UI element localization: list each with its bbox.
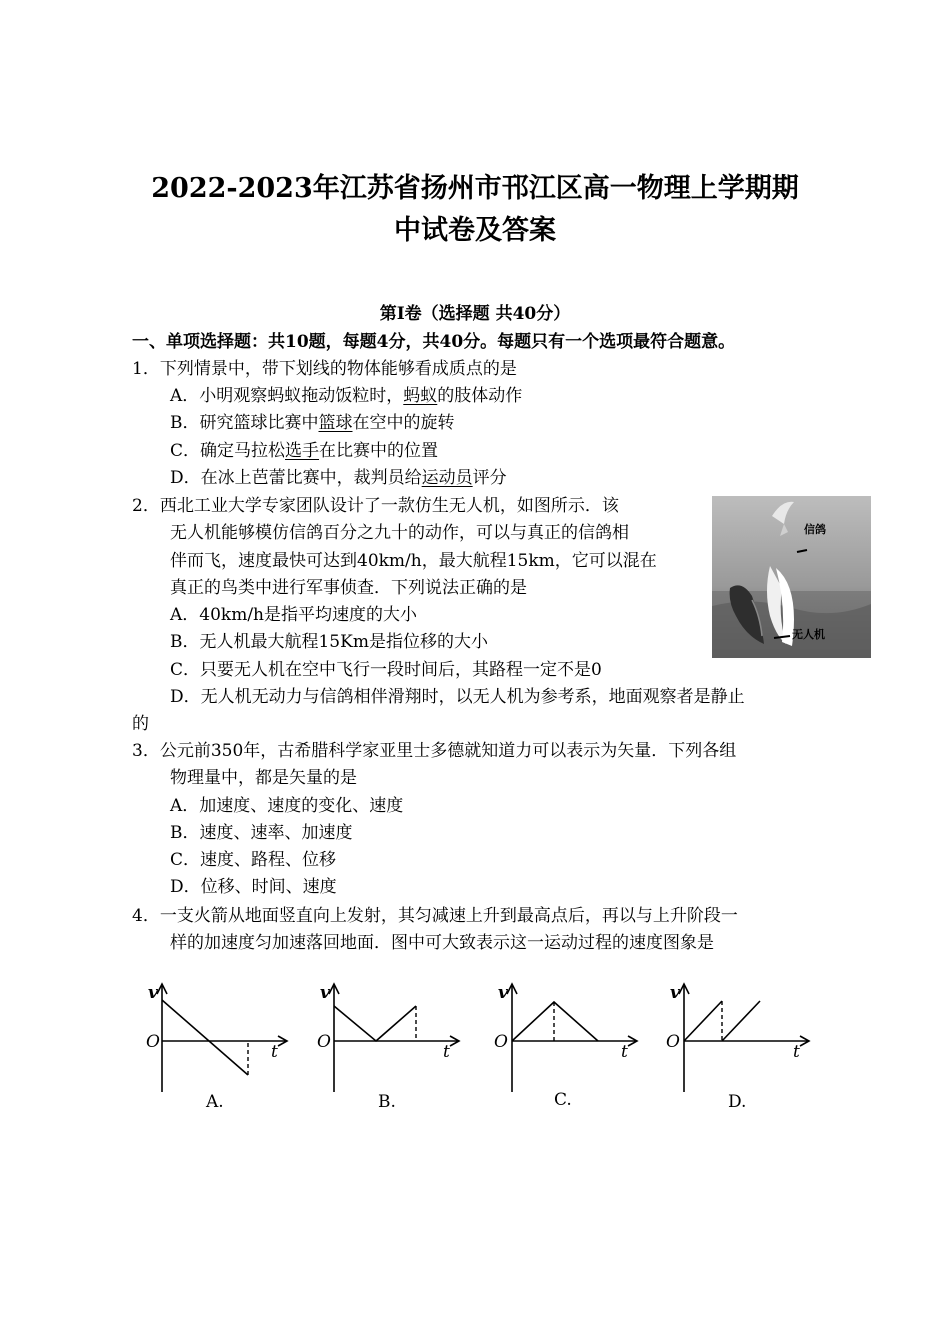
graph-a-axis-v: v [148,983,158,1003]
q3-stem-line-1: 3．公元前350年，古希腊科学家亚里士多德就知道力可以表示为矢量．下列各组 [132,741,737,761]
q2-option-d-line-1: D．无人机无动力与信鸽相伴滑翔时，以无人机为参考系，地面观察者是静止 [170,687,745,707]
q4-stem-line-1: 4．一支火箭从地面竖直向上发射，其匀减速上升到最高点后，再以与上升阶段一 [132,906,738,926]
q1-option-b: B．研究篮球比赛中篮球在空中的旋转 [170,413,455,433]
document-title-line-1: 2022-2023年江苏省扬州市邗江区高一物理上学期期 [151,173,799,204]
graph-b-label: B. [378,1092,396,1112]
graph-b-axis-t: t [443,1042,450,1062]
q1-option-c: C．确定马拉松选手在比赛中的位置 [170,441,439,461]
graph-d-origin: O [666,1032,680,1052]
graph-d-label: D. [728,1092,747,1112]
q3-stem-line-2: 物理量中，都是矢量的是 [170,768,357,788]
q2-stem-line-3: 伴而飞，速度最快可达到40km/h，最大航程15km，它可以混在 [170,551,657,571]
drone-pigeon-photo [712,496,871,658]
q2-stem-line-4: 真正的鸟类中进行军事侦查．下列说法正确的是 [170,578,527,598]
graph-b-origin: O [317,1032,331,1052]
graph-a-label: A. [206,1092,224,1112]
q2-option-d-line-2: 的 [132,714,149,734]
graph-d-axis-t: t [793,1042,800,1062]
graph-c-axis-t: t [621,1042,628,1062]
graph-a-axis-t: t [271,1042,278,1062]
graph-b-axis-v: v [320,983,330,1003]
graph-a-origin: O [146,1032,160,1052]
graph-c-label: C. [554,1090,572,1110]
graph-b [312,980,462,1120]
graph-d-axis-v: v [670,983,680,1003]
q3-option-c: C．速度、路程、位移 [170,850,337,870]
part1-heading: 一、单项选择题：共10题，每题4分，共40分。每题只有一个选项最符合题意。 [132,332,736,352]
document-title-line-2: 中试卷及答案 [394,215,556,246]
section-heading: 第Ⅰ卷（选择题 共40分） [379,304,571,324]
q3-option-d: D．位移、时间、速度 [170,877,337,897]
graph-c [490,980,640,1120]
q3-option-b: B．速度、速率、加速度 [170,823,353,843]
q1-option-d: D．在冰上芭蕾比赛中，裁判员给运动员评分 [170,468,507,488]
graph-d [662,980,812,1120]
q1-option-a: A．小明观察蚂蚁拖动饭粒时，蚂蚁的肢体动作 [170,386,523,406]
q1-stem: 1．下列情景中，带下划线的物体能够看成质点的是 [132,359,517,379]
q4-stem-line-2: 样的加速度匀加速落回地面．图中可大致表示这一运动过程的速度图象是 [170,933,714,953]
photo-label-drone: 无人机 [792,628,825,641]
photo-label-pigeon: 信鸽 [804,523,826,536]
q2-option-a: A．40km/h是指平均速度的大小 [170,605,418,625]
graph-c-axis-v: v [498,983,508,1003]
graph-c-origin: O [494,1032,508,1052]
q2-stem-line-2: 无人机能够模仿信鸽百分之九十的动作，可以与真正的信鸽相 [170,523,629,543]
q2-option-b: B．无人机最大航程15Km是指位移的大小 [170,632,488,652]
q2-option-c: C．只要无人机在空中飞行一段时间后，其路程一定不是0 [170,660,602,680]
graph-a [140,980,290,1120]
q2-stem-line-1: 2．西北工业大学专家团队设计了一款仿生无人机，如图所示．该 [132,496,619,516]
q3-option-a: A．加速度、速度的变化、速度 [170,796,404,816]
